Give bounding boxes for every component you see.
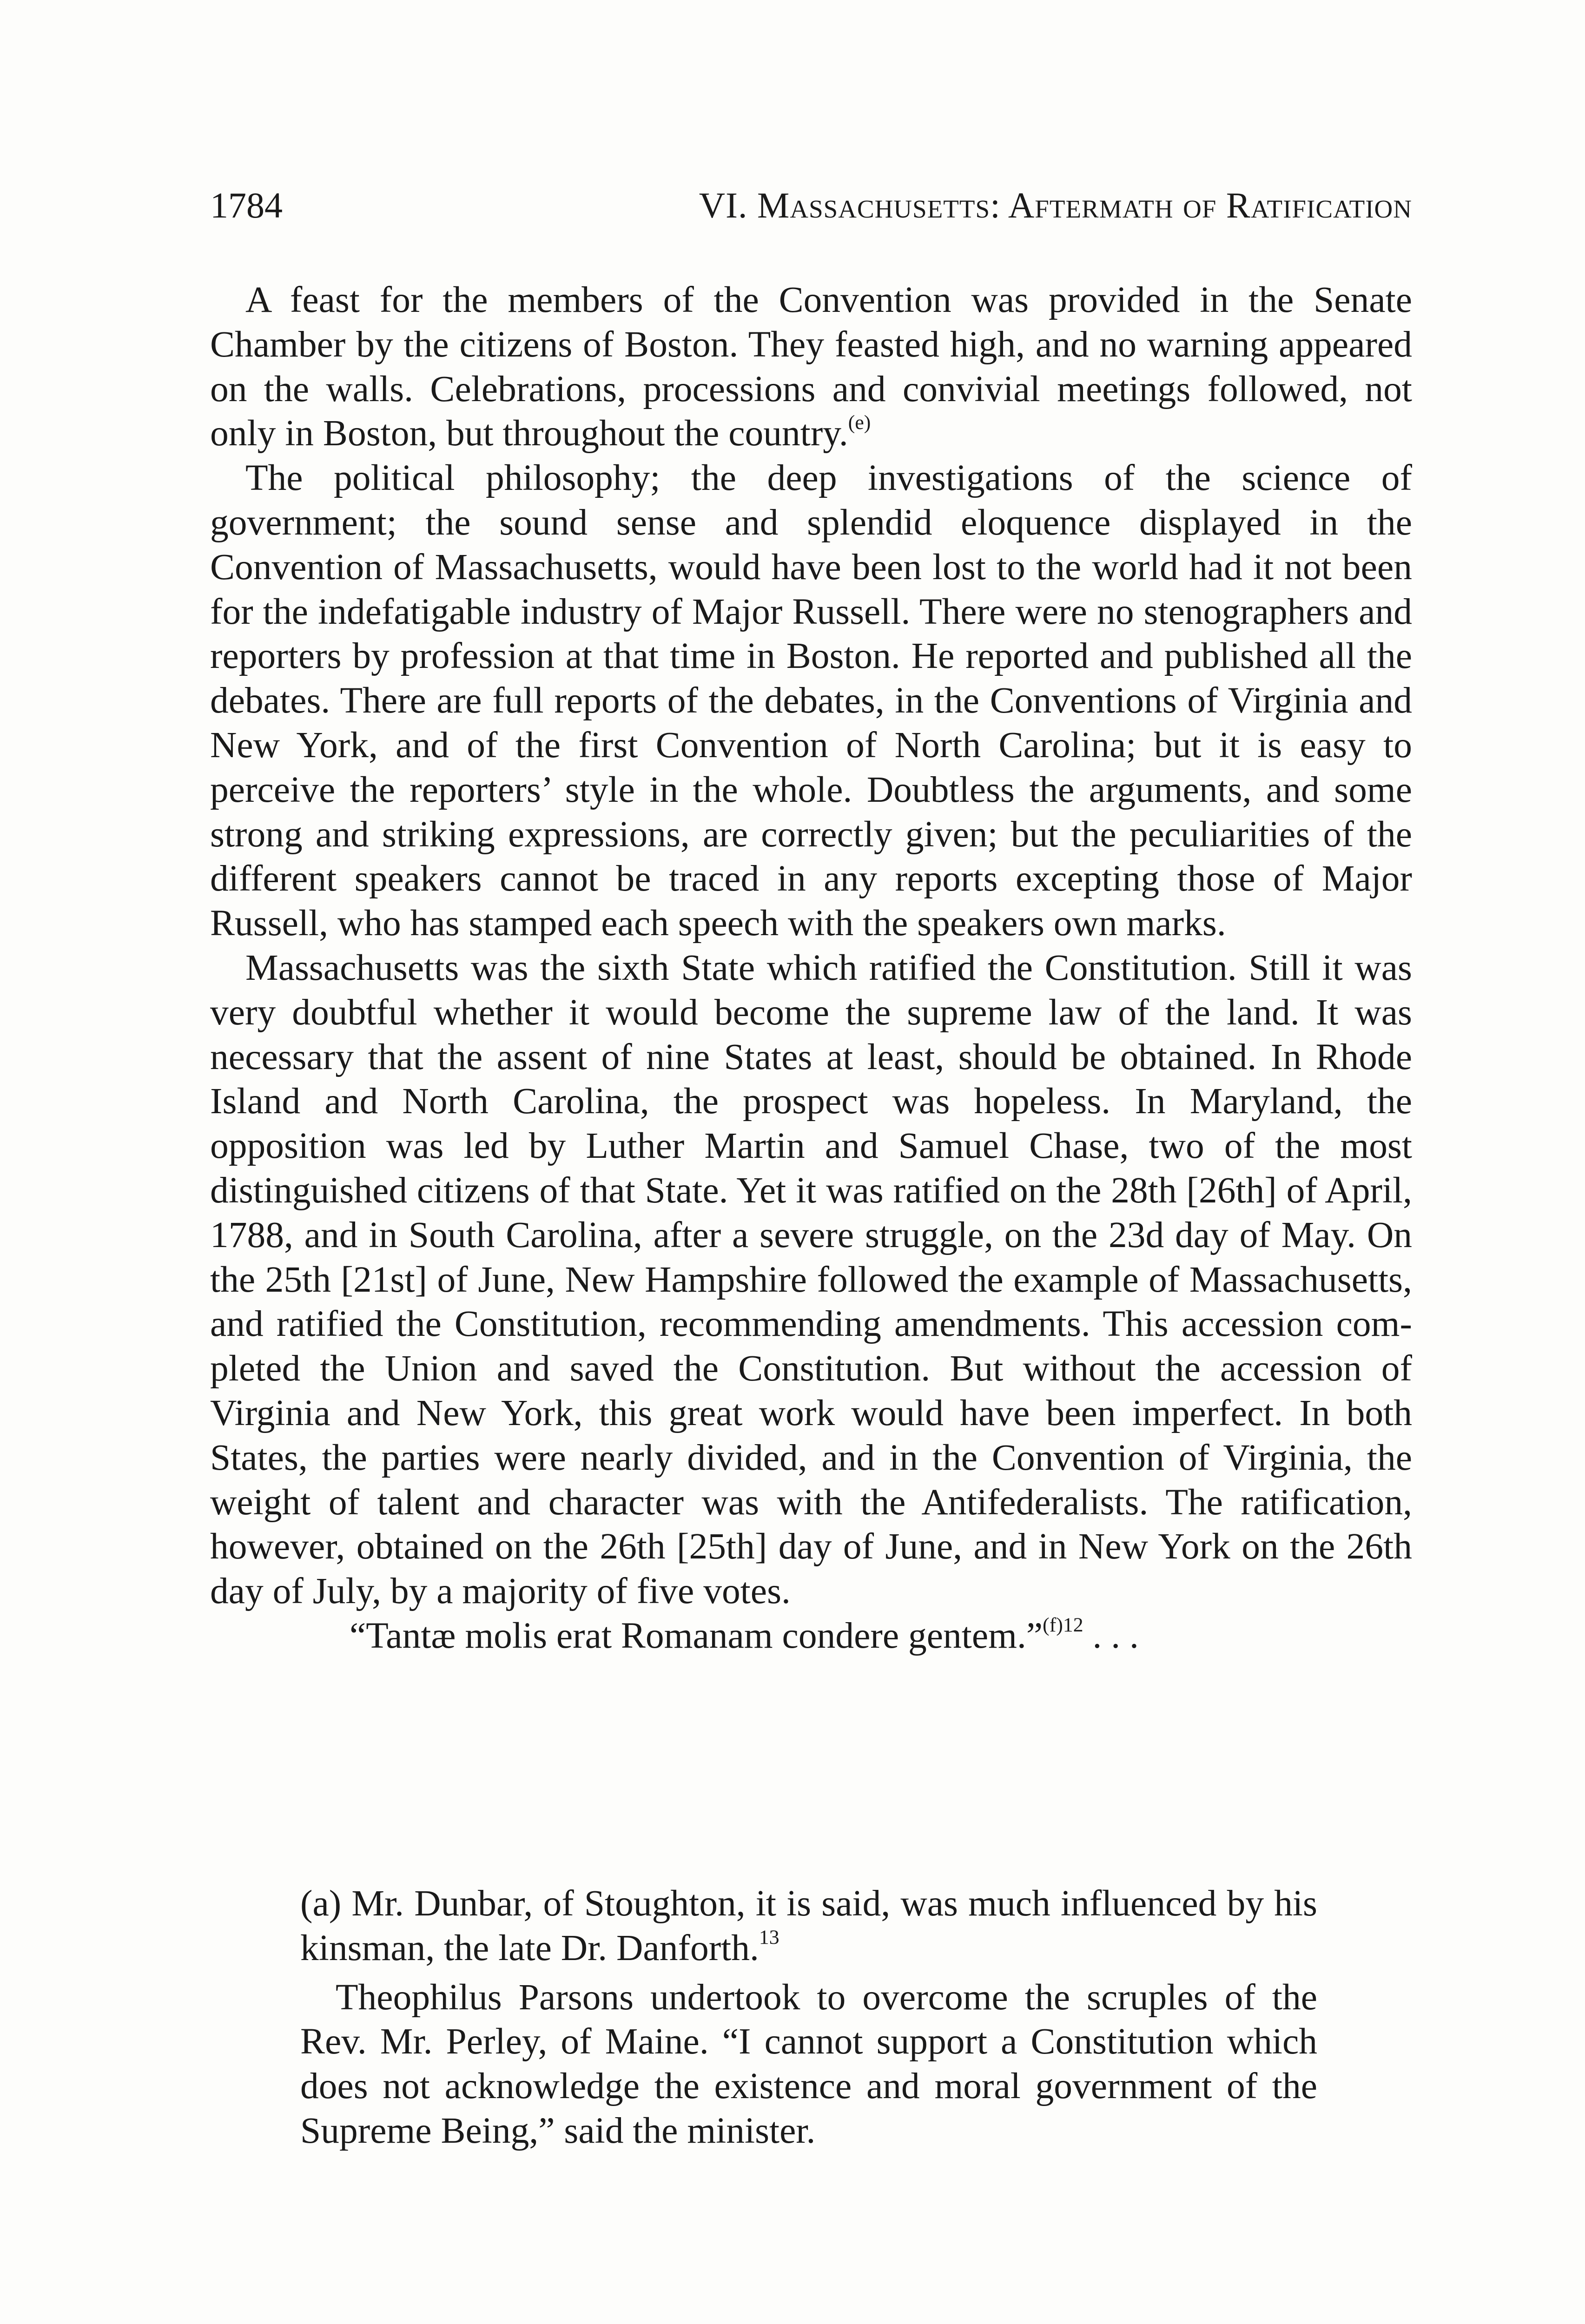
paragraph-feast-text: A feast for the members of the Convention was provided in the Senate Chamber by the citizens of Boston. They feasted high, and no warning appeared on the walls. Celebrations, processions and convivial meetings followed, not only in Boston, but throughout the country.: [210, 279, 1412, 454]
page-number: 1784: [210, 185, 283, 225]
paragraph-feast: [210, 278, 1412, 456]
quote-ellipsis: . . .: [1083, 1615, 1139, 1656]
latin-quote-text: “Tantæ molis erat Romanam condere gentem.”: [350, 1615, 1043, 1656]
note-parsons: Theophilus Parsons undertook to overcome the scruples of the Rev. Mr. Perley, of Maine. “I cannot support a Constitution which does not acknowledge the existence and moral government of the Supreme Being,” said the minister.: [300, 1976, 1317, 2151]
notes-section: [300, 1882, 1317, 2153]
paragraph-ratification: Massachusetts was the sixth State which ratified the Constitution. Still it was very doubtful whether it would become the supreme law of the land. It was necessary that the assent of nine States at least, should be obtained. In Rhode Island and North Carolina, the prospect was hopeless. In Maryland, the opposition was led by Luther Martin and Samuel Chase, two of the most distinguished citizens of that State. Yet it was ratified on the 28th [26th] of April, 1788, and in South Carolina, after a severe struggle, on the 23d day of May. On the 25th [21st] of June, New Hampshire followed the example of Massachusetts, and ratified the Constitution, recommending amendments. This accession completed the Union and saved the Constitution. But without the accession of Virginia and New York, this great work would have been imperfect. In both States, the parties were nearly divided, and in the Convention of Virginia, the weight of talent and character was with the Antifederalists. The ratification, however, obtained on the 26th [25th] day of June, and in New York on the 26th day of July, by a majority of five votes.: [210, 947, 1412, 1612]
note-a-text: (a) Mr. Dunbar, of Stoughton, it is said, was much influenced by his kinsman, the late Dr. Danforth.: [300, 1883, 1317, 1968]
note-marker-e: (e): [848, 411, 871, 434]
note-marker-13: 13: [759, 1926, 779, 1948]
main-text: [210, 278, 1412, 1658]
running-title: VI. Massachusetts: Aftermath of Ratification: [699, 185, 1412, 225]
running-header: [210, 182, 1412, 229]
paragraph-philosophy: The political philosophy; the deep investigations of the science of government; the sound sense and splendid eloquence displayed in the Convention of Massachusetts, would have been lost to the world had it not been for the indefatigable industry of Major Russell. There were no stenographers and reporters by profession at that time in Boston. He reported and published all the debates. There are full reports of the debates, in the Conventions of Virginia and New York, and of the first Convention of North Carolina; but it is easy to perceive the reporters’ style in the whole. Doubtless the arguments, and some strong and striking expressions, are correctly given; but the peculiarities of the different speakers cannot be traced in any reports excepting those of Major Russell, who has stamped each speech with the speakers own marks.: [210, 457, 1412, 944]
note-marker-f12: (f)12: [1043, 1613, 1083, 1636]
note-a: [300, 1882, 1317, 1971]
latin-quote: [210, 1614, 1412, 1658]
